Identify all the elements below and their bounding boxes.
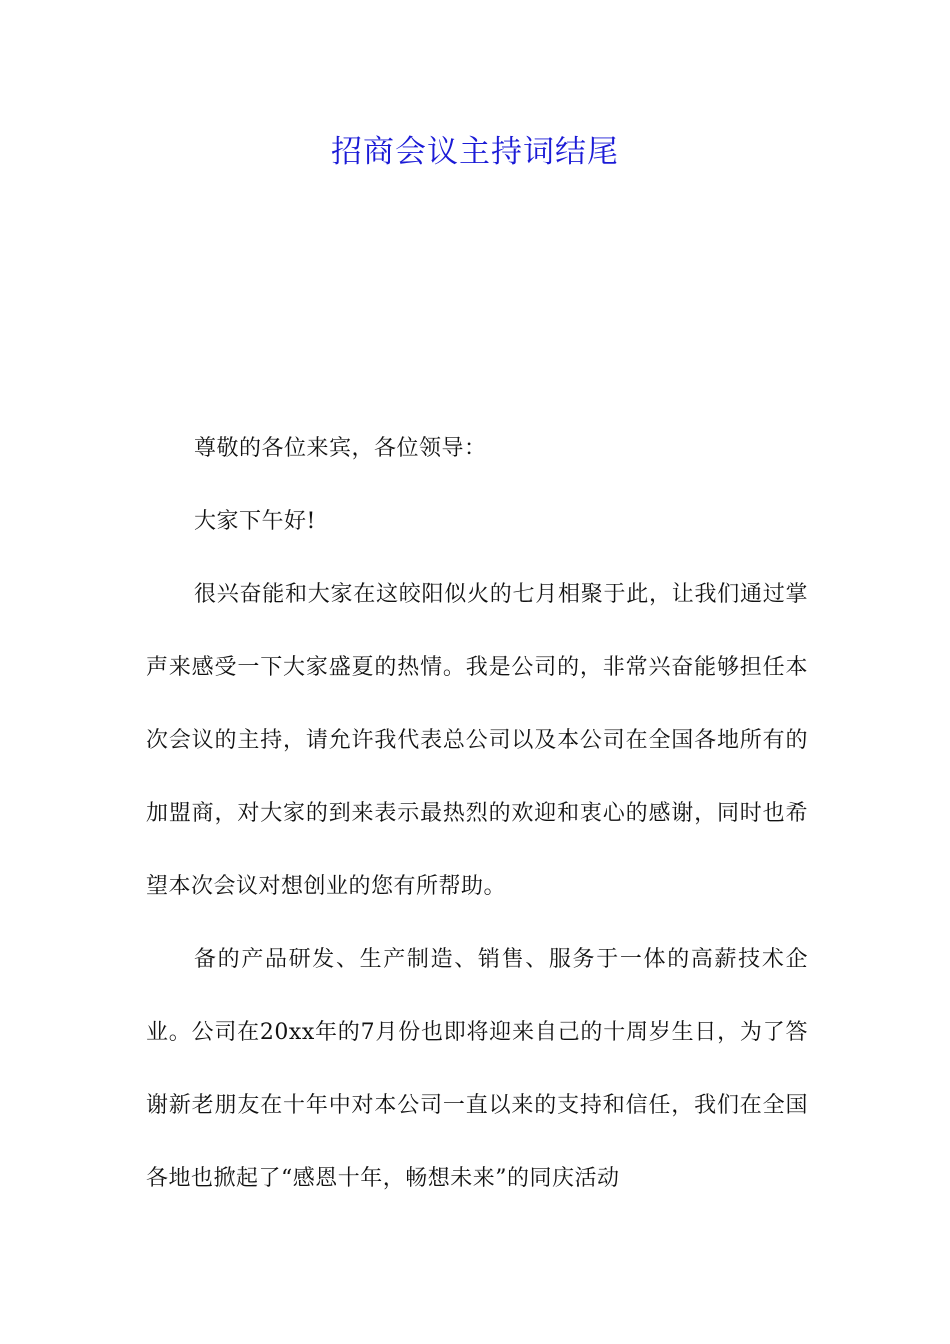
document-body (146, 412, 808, 1215)
paragraph-greeting: 大家下午好! (194, 509, 316, 534)
paragraph-welcome: 很兴奋能和大家在这皎阳似火的七月相聚于此，让我们通过掌声来感受一下大家盛夏的热情。我是公司的，非常兴奋能够担任本次会议的主持，请允许我代表总公司以及本公司在全国各地所有的加盟商，对大家的到来表示最热烈的欢迎和衷心的感谢，同时也希望本次会议对想创业的您有所帮助。 (146, 582, 808, 899)
paragraph-company-intro: 备的产品研发、生产制造、销售、服务于一体的高薪技术企业。公司在20xx年的7月份也即将迎来自己的十周岁生日，为了答谢新老朋友在十年中对本公司一直以来的支持和信任，我们在全国各地也掀起了“感恩十年，畅想未来”的同庆活动 (146, 947, 808, 1191)
paragraph-salutation: 尊敬的各位来宾，各位领导： (194, 436, 487, 461)
document-title: 招商会议主持词结尾 (331, 134, 619, 170)
